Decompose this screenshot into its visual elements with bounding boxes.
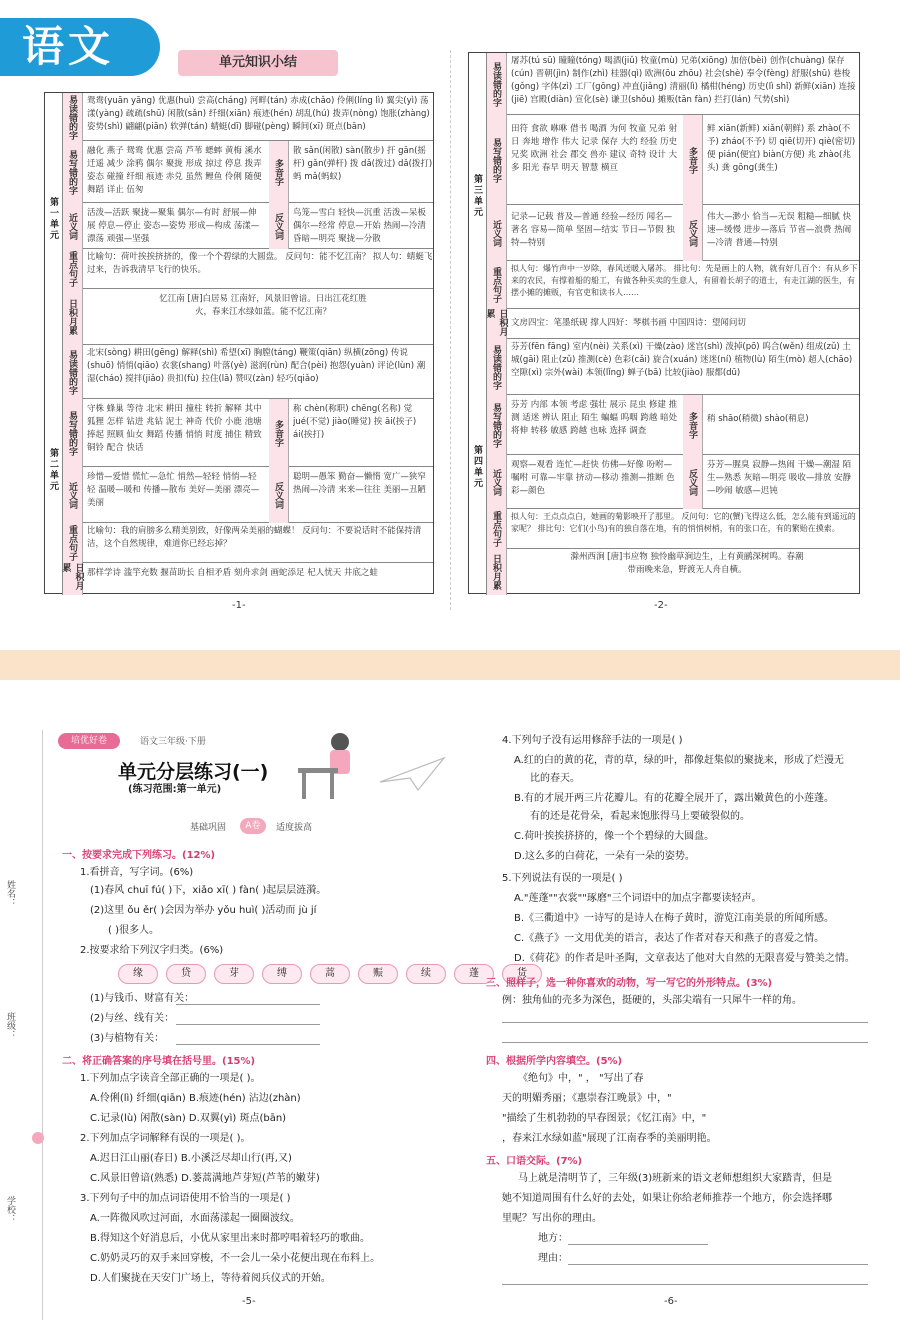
question: 1.下列加点字读音全部正确的一项是( )。	[80, 1073, 261, 1084]
char-chip: 缚	[262, 964, 302, 984]
char-chip: 货	[502, 964, 542, 984]
option[interactable]: D.《荷花》的作者是叶圣陶，文章表达了他对大自然的无限喜爱与赞美之情。	[514, 953, 855, 964]
prompt-text: 她不知道周围有什么好的去处，如果让你给老师推荐一个地方，你会选择哪	[502, 1193, 832, 1204]
subject-tab: 语文	[0, 18, 160, 76]
page-divider	[450, 50, 451, 610]
option-cont: 比的春天。	[530, 773, 580, 784]
question-line: (2)与丝、线有关：	[90, 1013, 175, 1024]
option[interactable]: A.红的白的黄的花，青的草，绿的叶，都像赶集似的聚拢来，形成了烂漫无	[514, 755, 844, 766]
table-row: 易写错的字 守株 蜂巢 等待 北宋 耕田 撞柱 转折 解释 其中 狐狸 怎样 钻进 兆钻 泥土 神奇 代价 小鹿 池塘 捧起 照顾 仙女 舞蹈 传播 悄悄 时度 捕住 精致 铜铃 配合 快话 多音字 称 chèn(称职) chēng(名称) 觉 jué(不觉) jiào(睡觉) 挨 āi(挨子) ái(挨打)	[63, 399, 433, 467]
question-line: (1)与钱币、财富有关：	[90, 993, 195, 1004]
student-illustration-icon	[290, 728, 360, 808]
section-heading: 一、按要求完成下列练习。(12%)	[62, 850, 216, 861]
fill-line[interactable]: 天的明媚秀丽；《惠崇春江晚景》中，"	[502, 1093, 672, 1104]
option[interactable]: C.风景旧曾谙(熟悉) D.蒌蒿满地芦芽短(芦苇的嫩芽)	[90, 1173, 320, 1184]
answer-line[interactable]	[176, 1024, 320, 1025]
answer-line[interactable]	[568, 1264, 868, 1265]
question: 2.按要求给下列汉字归类。(6%)	[80, 945, 224, 956]
table-row: 易读错的字 芬芳(fēn fāng) 室内(nèi) 关系(xì) 干燥(zào) 迷宫(shì) 泼掉(pō) 呜合(wěn) 组成(zǔ) 土城(gāi) 阻止(zǔ) 推测(cè) 色彩(cǎi) 旋合(xuán) 迷迷(ní) 植物(lù) 陌生(mò) 超人(chāo) 空隙(xì) 宗外(wài) 本领(lǐng) 蝉子(bā) 比较(jiào) 服都(dū)	[487, 339, 859, 395]
section-heading: 五、口语交际。(7%)	[486, 1156, 583, 1167]
reason-label: 理由：	[538, 1253, 568, 1264]
series-tag: 培优好卷	[58, 733, 120, 749]
fill-line[interactable]: "描绘了生机勃勃的早春图景；《忆江南》中，"	[502, 1113, 707, 1124]
table-row: 近义词 观察—观看 连忙—赶快 仿佛—好像 吩咐—嘱咐 可靠—牢靠 挤动—移动 推测—推断 色彩—颜色 反义词 芬芳—腥臭 寂静—热闹 干燥—潮湿 陌生—熟悉 灰暗—明亮 吸收—排放 安静—吵闹 敏感—迟钝	[487, 455, 859, 509]
table-row: 易写错的字 田符 食欲 咻咻 借书 喝酒 为何 牧童 兄弟 射日 奔地 增作 伟大 记录 保存 大约 经验 历史 兄奖 欧洲 社会 郡交 兽亦 建议 奇特 设计 大多 阳光 春早 明天 智慧 横亘 多音字 鲜 xiān(新鲜) xiǎn(朝鲜) 系 zhào(不予) zháo(不予) 切 qiē(切开) qiè(密切) 便 pián(便宜) biàn(方便) 兆 zhào(兆头) 龚 gōng(龚生)	[487, 115, 859, 205]
option[interactable]: C.奶奶灵巧的双手来回穿梭，不一会儿一朵小花便出现在布料上。	[90, 1253, 381, 1264]
option[interactable]: C.记录(lù) 闲散(sàn) D.双翼(yì) 斑点(bān)	[90, 1113, 287, 1124]
option[interactable]: B.得知这个好消息后，小优从家里出来时都哼唱着轻巧的歌曲。	[90, 1233, 371, 1244]
example-text: 例：独角仙的壳多为深色，挺硬的，头部尖端有一只犀牛一样的角。	[502, 995, 802, 1006]
unit-label: 第二单元	[45, 345, 63, 595]
table-row: 易写错的字 芬芳 内部 本领 考虑 强壮 展示 昆虫 修建 推测 适迷 辨认 阻止 陌生 蝙蝠 呜咽 跨越 暗处 将伸 转移 敏感 跨越 也咏 选择 调查 多音字 稍 shāo(稍微) shào(稍息)	[487, 395, 859, 455]
answer-line[interactable]	[502, 1284, 868, 1285]
char-chip: 蓬	[454, 964, 494, 984]
option[interactable]: A."莲蓬""衣裳""琢磨"三个词语中的加点字都要读轻声。	[514, 893, 762, 904]
question-line[interactable]: (1)春风 chuī fú( )下，xiǎo xī( ) fàn( )起层层涟漪。	[90, 885, 327, 896]
table-row: 近义词 珍惜—爱惜 慌忙—急忙 悄然—轻轻 悄悄—轻轻 温暖—暖和 传播—散布 美好—美丽 漂亮—美丽 反义词 聪明—愚笨 勤奋—懒惰 宽广—狭窄 热闹—冷清 来来—往往 美丽—丑陋	[63, 467, 433, 523]
page-2-table	[468, 52, 860, 594]
question: 4.下列句子没有运用修辞手法的一项是( )	[502, 735, 683, 746]
prompt-text: 里呢？写出你的理由。	[502, 1213, 602, 1224]
char-chip: 续	[406, 964, 446, 984]
place-label: 地方：	[538, 1233, 568, 1244]
table-row: 重点句子 比喻句：荷叶挨挨挤挤的，像一个个碧绿的大圆盘。 反问句：能不忆江南？ 拟人句：蜻蜓飞过来，告诉我清早飞行的快乐。	[63, 249, 433, 289]
prompt-text: 马上就是清明节了，三年级(3)班新来的语文老师想组织大家踏青，但是	[518, 1173, 833, 1184]
table-row: 日积月累 滁州西涧 [唐]韦应物 独怜幽草涧边生，上有黄鹂深树鸣。春潮带雨晚来急，野渡无人舟自横。	[487, 549, 859, 595]
answer-line[interactable]	[176, 1004, 320, 1005]
level-basic: 基础巩固	[190, 823, 227, 833]
option[interactable]: C.《燕子》一文用优美的语言，表达了作者对春天和燕子的喜爱之情。	[514, 933, 825, 944]
spread-separator	[0, 650, 900, 680]
option[interactable]: A.伶俐(lì) 纤细(qiān) B.痕迹(hén) 沾边(zhàn)	[90, 1093, 301, 1104]
option[interactable]: D.人们聚拢在天安门广场上，等待着阅兵仪式的开始。	[90, 1273, 331, 1284]
section-heading: 三、照样子，选一种你喜欢的动物，写一写它的外形特点。(3%)	[486, 978, 773, 989]
option[interactable]: A.一阵微风吹过河面，水面荡漾起一圈圈波纹。	[90, 1213, 300, 1224]
question: 5.下列说法有误的一项是( )	[502, 873, 623, 884]
level-advanced: 适度拔高	[276, 823, 313, 833]
fill-line[interactable]: ，春来江水绿如蓝"展现了江南春季的美丽明艳。	[502, 1133, 717, 1144]
summary-ribbon: 单元知识小结	[178, 50, 338, 76]
char-chip: 赈	[358, 964, 398, 984]
char-chip: 缘	[118, 964, 158, 984]
page-number: -2-	[654, 600, 668, 611]
school-label: 学校：	[5, 1196, 15, 1223]
option[interactable]: A.迟日江山丽(春日) B.小溪泛尽却山行(再,又)	[90, 1153, 292, 1164]
table-row: 易写错的字 融化 燕子 鸳鸯 优惠 尝高 芦苇 蟋蟀 黄梅 溪水 迁遥 减少 涂鸦 偶尔 聚拢 形成 掠过 停息 拨弄 姿态 碰撞 纤细 痕迹 赤兑 虽然 鲤鱼 伶俐 随便 舞蹈 详止 伍匆 多音字 散 sǎn(闲散) sàn(散步) 扞 gān(摇杆) gǎn(弹杆) 拨 dǎ(拨过) dǎ(拨打) 蚂 mǎ(蚂蚁)	[63, 141, 433, 203]
name-label: 姓名：	[5, 880, 15, 907]
option[interactable]: B.《三衢道中》一诗写的是诗人在梅子黄时，游览江南美景的所闻所感。	[514, 913, 835, 924]
level-badge: A卷	[240, 818, 266, 834]
book-label: 语文三年级·下册	[140, 737, 206, 747]
unit-label: 第四单元	[469, 339, 487, 595]
table-row: 近义词 记录—记载 普及—普通 经验—经历 闻名—著名 容易—简单 坚固—结实 节日—节假 独特—特别 反义词 伟大—渺小 恰当—无误 粗糙—细腻 快速—缓慢 进步—落后 节省—浪费 热闹—冷清 普通—特别	[487, 205, 859, 261]
class-label: 班级：	[5, 1012, 15, 1039]
section-heading: 四、根据所学内容填空。(5%)	[486, 1056, 623, 1067]
option[interactable]: C.荷叶挨挨挤挤的，像一个个碧绿的大圆盘。	[514, 831, 715, 842]
question: 3.下列句子中的加点词语使用不恰当的一项是( )	[80, 1193, 291, 1204]
question-line: (3)与植物有关：	[90, 1033, 165, 1044]
option[interactable]: D.这么多的白荷花，一朵有一朵的姿势。	[514, 851, 695, 862]
question: 2.下列加点字词解释有误的一项是( )。	[80, 1133, 251, 1144]
binding-dot	[32, 1132, 44, 1144]
answer-line[interactable]	[176, 1044, 320, 1045]
table-row: 重点句子 拟人句：王点点点白，她画的菊影映开了那里。 反问句：它的(蟹)飞得这么低，怎么能有到遥远的家呢？ 排比句：它们(小鸟)有的独自落在地，有的悄悄树梢，有的张口在，有的繁贻在摸索。	[487, 509, 859, 549]
table-row: 近义词 活泼—活跃 聚拢—聚集 偶尔—有时 舒展—伸展 停息—停止 姿态—姿势 形成—构成 荡漾—漂荡 顽强—坚强 反义词 鸟笼—雪白 轻快—沉重 活泼—呆板 偶尔—经常 停息—开始 热闹—冷清 昏暗—明亮 聚拢—分散	[63, 203, 433, 249]
table-row: 重点句子 比喻句：我的肩膀多么精美别致，好像两朵美丽的蝴蝶！ 反问句：不要说话时不能保持清洁，这个自然规律，难道你已经忘掉？	[63, 523, 433, 563]
question: 1.看拼音，写字词。(6%)	[80, 867, 194, 878]
table-row: 易读错的字 鸳鸯(yuān yāng) 优惠(huì) 尝高(cháng) 河畔(tán) 赤成(chǎo) 伶俐(líng lì) 翼尖(yì) 荡漾(yàng) 疏疏(shū) 闲散(sǎn) 纤细(xiān) 痕迹(hén) 胡乱(hú) 拨弄(nòng) 饱胀(zhàng) 姿势(shì) 翩翩(piān) 软弹(tán) 蜻蜓(dī) 脚碰(pèng) 瞬间(xī) 斑点(bān)	[63, 93, 433, 141]
page-1-table	[44, 92, 434, 594]
char-chip: 蒿	[310, 964, 350, 984]
fill-line[interactable]: 《绝句》中，" ， "写出了春	[518, 1073, 644, 1084]
question-line[interactable]: ( )很多人。	[108, 925, 159, 936]
table-row: 易读错的字 北宋(sòng) 耕田(gēng) 解释(shì) 希望(xī) 胸膛(táng) 鞭策(qiān) 纵横(zōng) 传说(shuō) 悄悄(qiāo) 衣裳(shang) 叶落(yè) 滋润(rùn) 配合(pèi) 抱怨(yuàn) 评论(lùn) 潮湿(cháo) 搅拌(jiǎo) 贵扣(fù) 拉住(lā) 赞叹(zàn) 轻巧(qiǎo)	[63, 345, 433, 399]
binding-line	[42, 730, 43, 1320]
option[interactable]: B.有的才展开两三片花瓣儿。有的花瓣全展开了，露出嫩黄色的小莲蓬。	[514, 793, 835, 804]
unit-label: 第三单元	[469, 53, 487, 339]
answer-line[interactable]	[502, 1042, 868, 1043]
char-chip: 芽	[214, 964, 254, 984]
table-row: 日积月累 那样学诗 滥竽充数 揠苗助长 自相矛盾 刻舟求剑 画蛇添足 杞人忧天 井底之蛙	[63, 563, 433, 595]
answer-line[interactable]	[502, 1022, 868, 1023]
answer-line[interactable]	[568, 1244, 708, 1245]
top-spread	[0, 0, 900, 650]
char-list	[118, 964, 542, 984]
page-number: -6-	[664, 1296, 678, 1307]
page-subtitle: (练习范围:第一单元)	[128, 784, 222, 795]
question-line[interactable]: (2)这里 ǒu ěr( )会因为举办 yǒu huì( )活动而 jù jí	[90, 905, 317, 916]
table-row: 日积月累 文房四宝：笔墨纸砚 撑人四好：琴棋书画 中国四诗：望闻问切	[487, 309, 859, 339]
page-title: 单元分层练习(一)	[118, 761, 269, 783]
page-number: -5-	[242, 1296, 256, 1307]
paper-plane-icon	[378, 754, 448, 794]
option-cont: 有的还是花骨朵，看起来饱胀得马上要破裂似的。	[530, 811, 750, 822]
unit-label: 第一单元	[45, 93, 63, 345]
table-row: 重点句子 拟人句：爆竹声中一岁除，春风送暖入屠苏。 排比句：先是画上的人物，就有好几百个：有从乡下来的农民，有撑着船的船工，有做各种买卖的生意人，有留着长胡子的道士，有走江湖的医生，有摆小摊的摊贩，有官吏和读书人……	[487, 261, 859, 309]
table-row: 易读错的字 屠苏(tú sū) 瞳瞳(tóng) 喝酒(jiǔ) 牧童(mù) 兄弟(xiōng) 加倍(bèi) 创作(chuàng) 保存(cún) 晋朝(jìn) 制作(zhì) 桂器(qì) 欧洲(ōu zhōu) 社会(shè) 奉令(fèng) 舒服(shū) 巷梭(gǒng) 字体(zì) 工厂(gōng) 冲直(jiǎng) 清丽(lì) 橘柑(héng) 历史(lì shǐ) 新鲜(xiān) 连接(jiē) 宫殿(diàn) 宣化(sè) 谦卫(shǒu) 摊贩(tān fàn) 拦打(lán) 气势(shì)	[487, 53, 859, 115]
section-heading: 二、将正确答案的序号填在括号里。(15%)	[62, 1056, 256, 1067]
page-number: -1-	[232, 600, 246, 611]
table-row: 日积月累 忆江南 [唐]白居易 江南好，风景旧曾谙。日出江花红胜火，春来江水绿如蓝。能不忆江南？	[63, 289, 433, 345]
char-chip: 贷	[166, 964, 206, 984]
